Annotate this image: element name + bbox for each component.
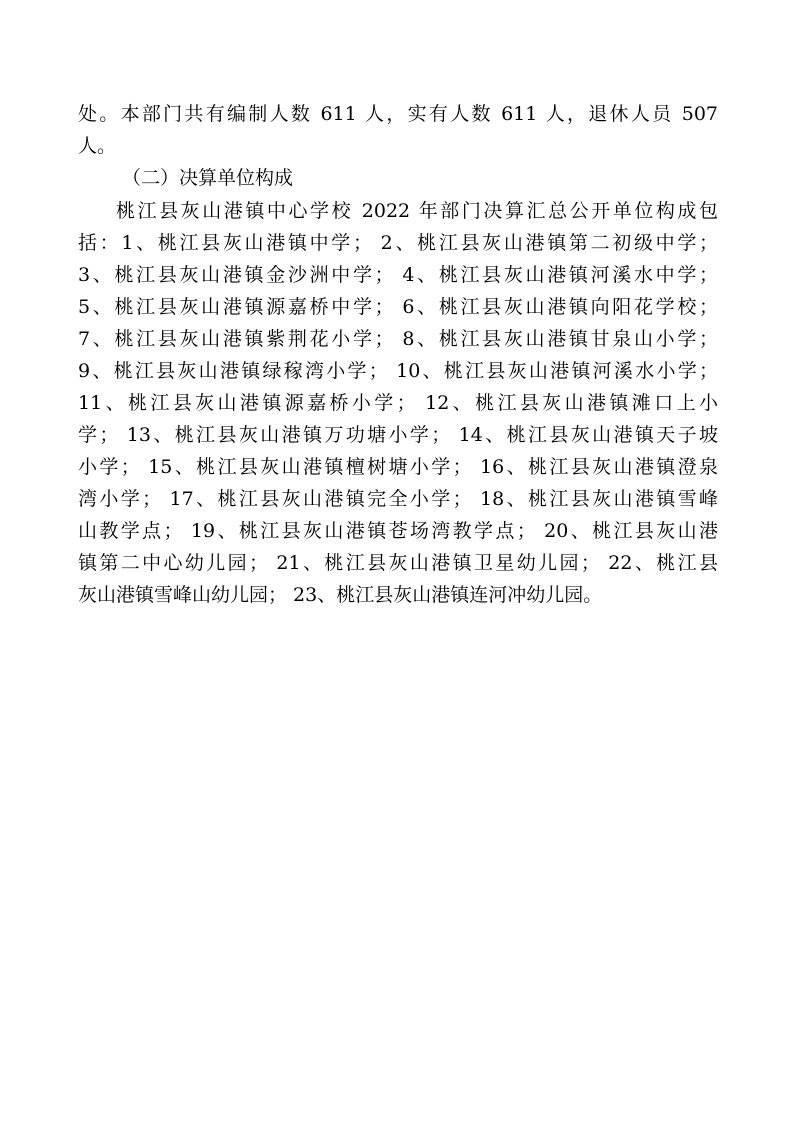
- paragraph-line-7: 11、桃江县灰山港镇源嘉桥小学； 12、桃江县灰山港镇滩口上小: [78, 392, 718, 414]
- paragraph-line-5: 7、桃江县灰山港镇紫荆花小学； 8、桃江县灰山港镇甘泉山小学；: [78, 328, 718, 350]
- paragraph-line-10: 湾小学； 17、桃江县灰山港镇完全小学； 18、桃江县灰山港镇雪峰: [78, 488, 718, 510]
- staff-count-line-2: 人。: [78, 135, 117, 157]
- paragraph-line-6: 9、桃江县灰山港镇绿稼湾小学； 10、桃江县灰山港镇河溪水小学；: [78, 360, 718, 382]
- paragraph-line-9: 小学； 15、桃江县灰山港镇檀树塘小学； 16、桃江县灰山港镇澄泉: [78, 456, 718, 478]
- paragraph-line-1: 桃江县灰山港镇中心学校 2022 年部门决算汇总公开单位构成包: [116, 200, 718, 222]
- paragraph-line-12: 镇第二中心幼儿园； 21、桃江县灰山港镇卫星幼儿园； 22、桃江县: [78, 552, 718, 574]
- paragraph-line-4: 5、桃江县灰山港镇源嘉桥中学； 6、桃江县灰山港镇向阳花学校；: [78, 296, 718, 318]
- paragraph-line-8: 学； 13、桃江县灰山港镇万功塘小学； 14、桃江县灰山港镇天子坡: [78, 424, 718, 446]
- section-heading: （二）决算单位构成: [122, 167, 294, 189]
- staff-count-line-1: 处。本部门共有编制人数 611 人，实有人数 611 人，退休人员 507: [78, 103, 718, 125]
- paragraph-line-11: 山教学点； 19、桃江县灰山港镇苍场湾教学点； 20、桃江县灰山港: [78, 520, 718, 542]
- paragraph-line-13: 灰山港镇雪峰山幼儿园； 23、桃江县灰山港镇连河冲幼儿园。: [78, 584, 603, 606]
- paragraph-line-2: 括：1、桃江县灰山港镇中学； 2、桃江县灰山港镇第二初级中学；: [78, 232, 718, 254]
- paragraph-line-3: 3、桃江县灰山港镇金沙洲中学； 4、桃江县灰山港镇河溪水中学；: [78, 264, 718, 286]
